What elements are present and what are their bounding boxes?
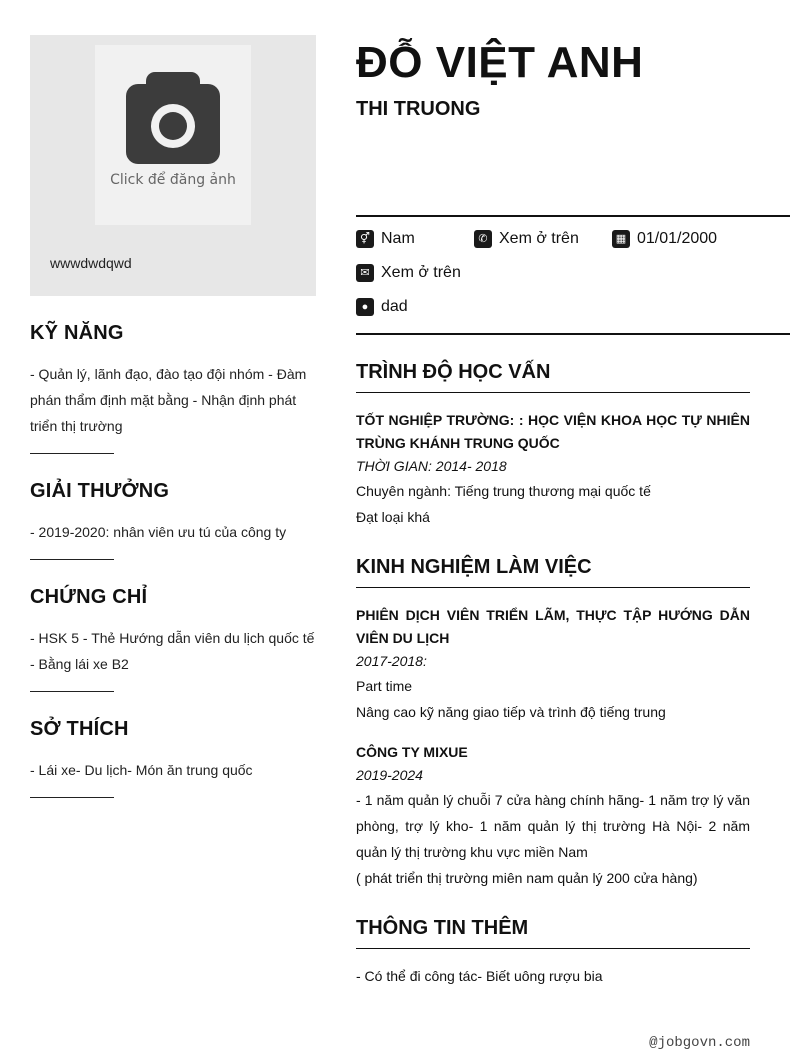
location-icon: ● [356, 298, 374, 316]
footer-watermark: @jobgovn.com [649, 1035, 750, 1051]
contact-email [356, 264, 461, 282]
camera-icon [126, 72, 220, 164]
awards-section [30, 480, 316, 560]
divider [30, 453, 114, 454]
photo-caption: wwwdwdqwd [50, 255, 132, 271]
contact-block [356, 215, 790, 335]
extra-title: THÔNG TIN THÊM [356, 917, 750, 949]
certs-text: - HSK 5 - Thẻ Hướng dẫn viên du lịch quốc tế - Bằng lái xe B2 [30, 630, 315, 672]
contact-address [356, 298, 408, 316]
skills-title: KỸ NĂNG [30, 322, 124, 344]
awards-title: GIẢI THƯỞNG [30, 480, 170, 502]
job-time: 2019-2024 [356, 767, 423, 783]
hobbies-title: SỞ THÍCH [30, 718, 129, 740]
skills-text: - Quản lý, lãnh đạo, đào tạo đội nhóm - Đàm phán thẩm định mặt bằng - Nhận định phát triển thị trường [30, 366, 307, 434]
email-icon: ✉ [356, 264, 374, 282]
certs-section [30, 586, 316, 692]
job-item [356, 604, 750, 725]
contact-phone [474, 230, 579, 248]
email-value: Xem ở trên [381, 264, 461, 281]
gender-value: Nam [381, 230, 415, 247]
gender-icon: ⚥ [356, 230, 374, 248]
experience-title: KINH NGHIỆM LÀM VIỆC [356, 556, 750, 588]
content-sections [356, 361, 750, 1015]
full-name: ĐỖ VIỆT ANH [356, 38, 644, 87]
phone-icon: ✆ [474, 230, 492, 248]
calendar-icon: ▦ [612, 230, 630, 248]
job-item [356, 741, 750, 891]
extra-text: - Có thể đi công tác- Biết uông rượu bia [356, 968, 603, 984]
education-grade: Đạt loại khá [356, 509, 430, 525]
education-section [356, 361, 750, 530]
job-detail: Nâng cao kỹ năng giao tiếp và trình độ tiếng trung [356, 704, 666, 720]
divider [30, 797, 114, 798]
contact-gender [356, 230, 415, 248]
sidebar [30, 35, 316, 798]
photo-box [30, 35, 316, 296]
birthday-value: 01/01/2000 [637, 230, 718, 247]
photo-upload[interactable] [95, 45, 251, 225]
skills-section [30, 322, 316, 454]
education-time: THỜI GIAN: 2014- 2018 [356, 458, 507, 474]
contact-birthday [612, 230, 717, 248]
certs-title: CHỨNG CHỈ [30, 586, 148, 608]
job-detail: Part time [356, 678, 413, 694]
job-detail: - 1 năm quản lý chuỗi 7 cửa hàng chính hãng- 1 năm trợ lý văn phòng, trợ lý kho- 1 năm quản lý thị trường Hà Nội- 2 năm quản lý thị trường khu vực miền Nam [356, 792, 750, 860]
job-detail: ( phát triển thị trường miên nam quản lý 200 cửa hàng) [356, 870, 698, 886]
education-item [356, 409, 750, 530]
divider [30, 559, 114, 560]
awards-text: - 2019-2020: nhân viên ưu tú của công ty [30, 524, 287, 540]
school-name: TỐT NGHIỆP TRƯỜNG: : HỌC VIỆN KHOA HỌC TỰ NHIÊN TRÙNG KHÁNH TRUNG QUỐC [356, 412, 750, 451]
extra-section [356, 917, 750, 989]
job-time: 2017-2018: [356, 653, 427, 669]
education-title: TRÌNH ĐỘ HỌC VẤN [356, 361, 750, 393]
address-value: dad [381, 298, 408, 315]
hobbies-section [30, 718, 316, 798]
photo-hint: Click để đăng ảnh [110, 172, 236, 188]
main-column [356, 35, 790, 984]
education-major: Chuyên ngành: Tiếng trung thương mại quốc tế [356, 483, 651, 499]
desired-position: THI TRUONG [356, 98, 481, 120]
experience-section [356, 556, 750, 891]
hobbies-text: - Lái xe- Du lịch- Món ăn trung quốc [30, 762, 253, 778]
job-position: PHIÊN DỊCH VIÊN TRIỂN LÃM, THỰC TẬP HƯỚNG DẪN VIÊN DU LỊCH [356, 607, 750, 646]
divider [30, 691, 114, 692]
job-position: CÔNG TY MIXUE [356, 744, 468, 760]
phone-value: Xem ở trên [499, 230, 579, 247]
